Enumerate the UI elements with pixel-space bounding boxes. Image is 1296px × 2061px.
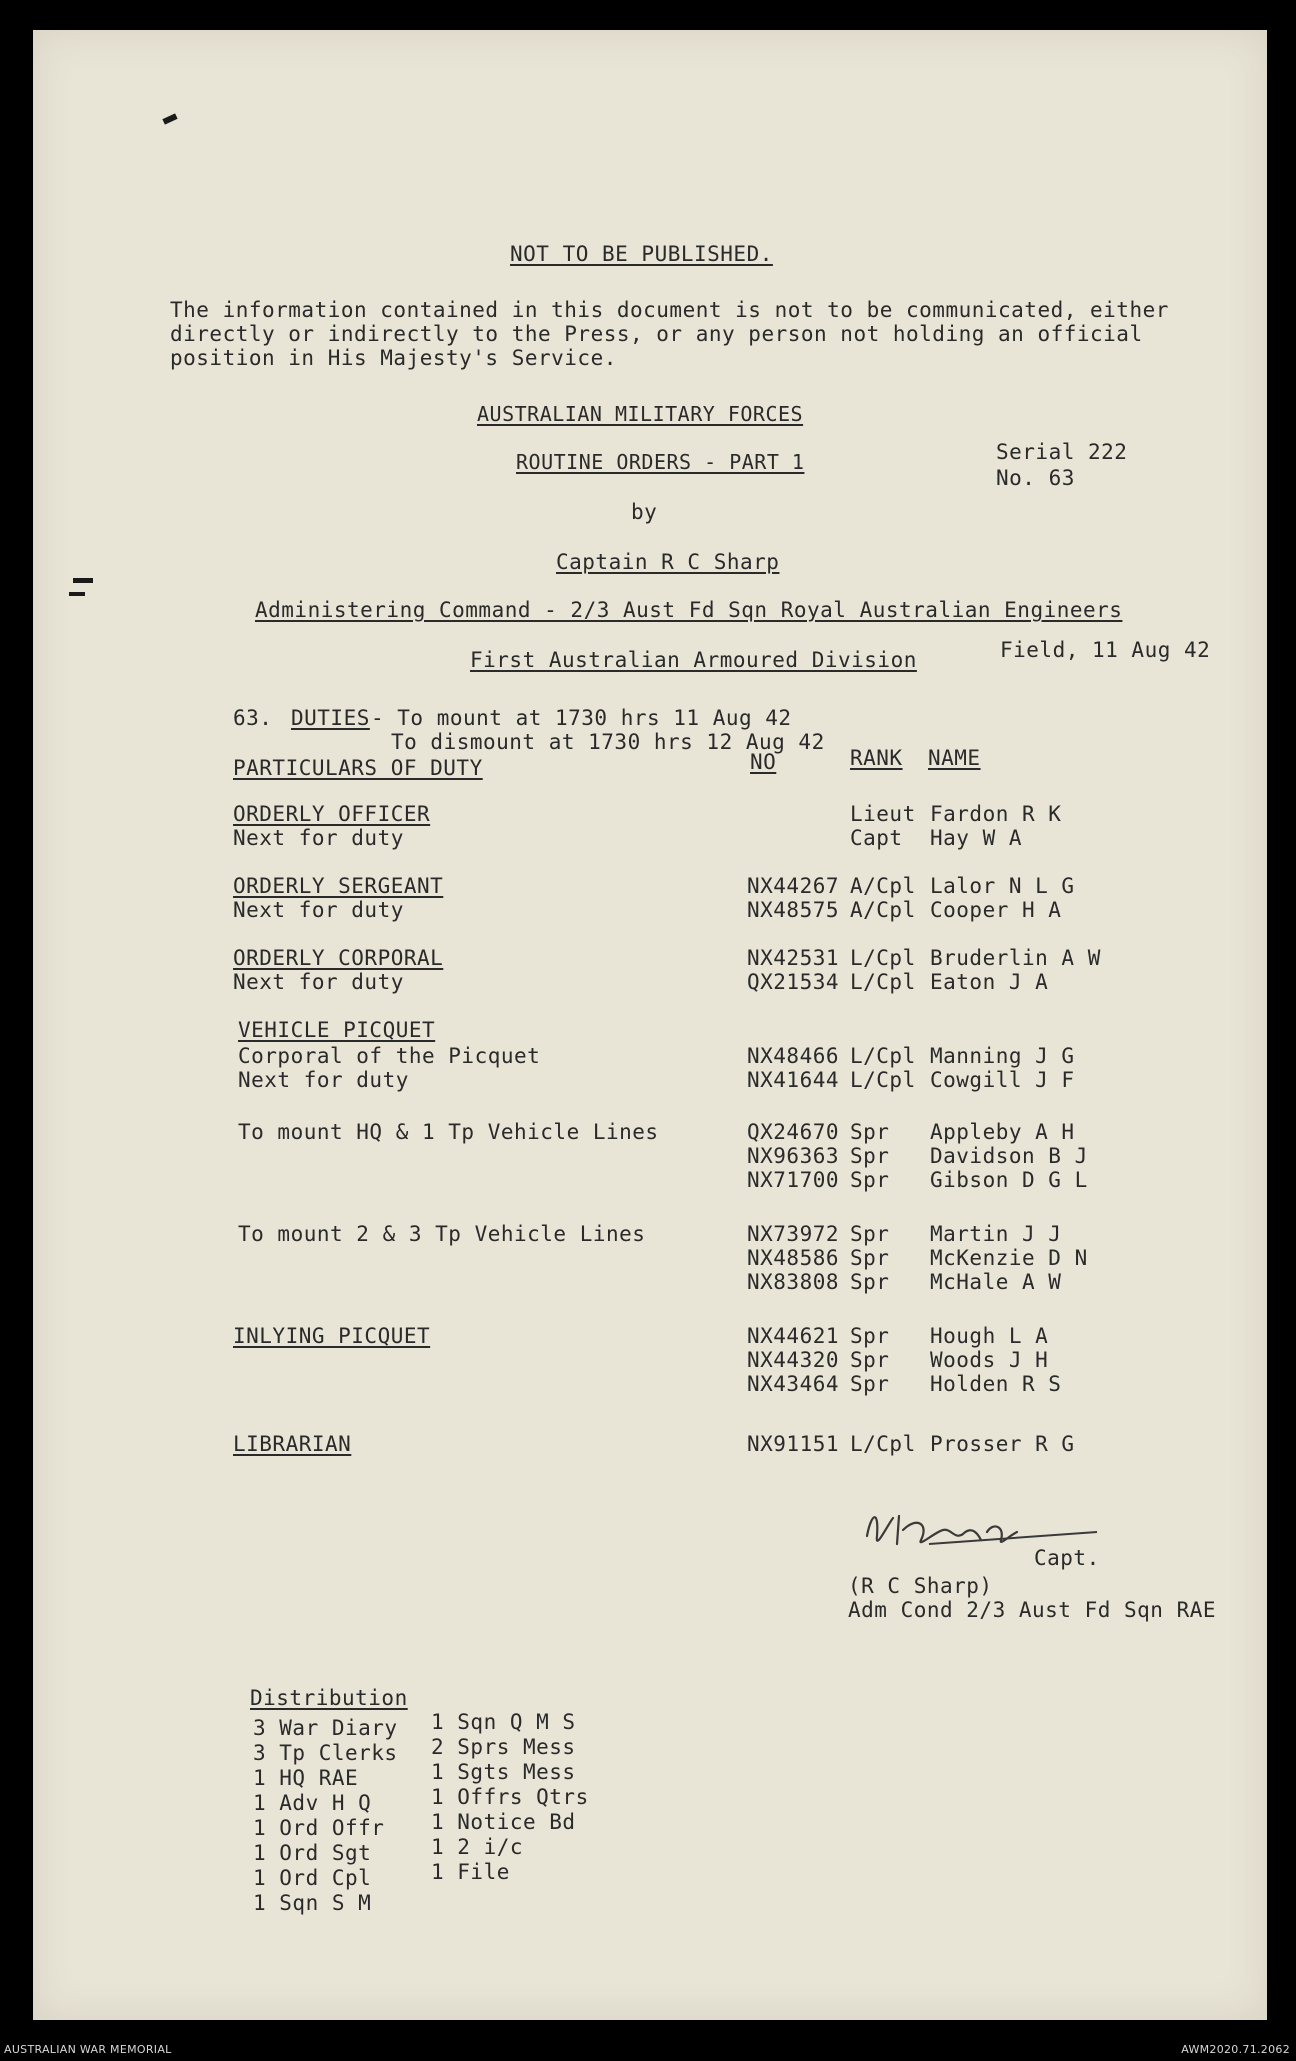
distribution-item: 1 Adv H Q [253, 1791, 372, 1815]
duty-label: VEHICLE PICQUET [238, 1018, 436, 1042]
member-name: Gibson D G L [930, 1168, 1088, 1192]
serial-number: Serial 222 [996, 440, 1128, 464]
col-rank: RANK [850, 746, 903, 770]
by-text: by [631, 500, 658, 524]
distribution-item: 2 Sprs Mess [431, 1735, 576, 1759]
col-name: NAME [928, 746, 981, 770]
distribution-item: 1 Sqn S M [253, 1891, 372, 1915]
distribution-title: Distribution [250, 1686, 408, 1710]
rank: A/Cpl [850, 874, 916, 898]
duty-label: Next for duty [233, 970, 404, 994]
force-title: AUSTRALIAN MILITARY FORCES [477, 402, 804, 426]
member-name: Davidson B J [930, 1144, 1088, 1168]
orders-title: ROUTINE ORDERS - PART 1 [516, 450, 805, 474]
duty-label: ORDERLY CORPORAL [233, 946, 444, 970]
document-page [33, 30, 1267, 2020]
member-name: Bruderlin A W [930, 946, 1101, 970]
footer-accession: AWM2020.71.2062 [1181, 2043, 1290, 2056]
member-name: Martin J J [930, 1222, 1062, 1246]
footer-institution: AUSTRALIAN WAR MEMORIAL [4, 2043, 172, 2056]
rank: A/Cpl [850, 898, 916, 922]
notice-line-2: directly or indirectly to the Press, or any person not holding an official [170, 322, 1143, 346]
member-name: Woods J H [930, 1348, 1049, 1372]
service-number: NX73972 [747, 1222, 840, 1246]
rank: Spr [850, 1120, 890, 1144]
duty-label: Next for duty [233, 898, 404, 922]
duty-label: Next for duty [233, 826, 404, 850]
member-name: Manning J G [930, 1044, 1075, 1068]
member-name: Prosser R G [930, 1432, 1075, 1456]
service-number: QX24670 [747, 1120, 840, 1144]
rank: L/Cpl [850, 1432, 916, 1456]
rank: Spr [850, 1372, 890, 1396]
col-particulars: PARTICULARS OF DUTY [233, 756, 483, 780]
member-name: Cooper H A [930, 898, 1062, 922]
duty-label: To mount 2 & 3 Tp Vehicle Lines [238, 1222, 646, 1246]
distribution-item: 1 HQ RAE [253, 1766, 359, 1790]
staple-mark [73, 578, 93, 583]
unit-name: Administering Command - 2/3 Aust Fd Sqn Royal Australian Engineers [255, 598, 1123, 622]
distribution-item: 1 File [431, 1860, 510, 1884]
service-number: NX91151 [747, 1432, 840, 1456]
duties-title: DUTIES [291, 706, 370, 730]
duty-label: Next for duty [238, 1068, 409, 1092]
service-number: NX48586 [747, 1246, 840, 1270]
rank: Spr [850, 1168, 890, 1192]
notice-line-3: position in His Majesty's Service. [170, 346, 617, 370]
notice-line-1: The information contained in this document is not to be communicated, either [170, 298, 1169, 322]
distribution-item: 1 Sgts Mess [431, 1760, 576, 1784]
place-date: Field, 11 Aug 42 [1000, 638, 1211, 662]
rank: Spr [850, 1348, 890, 1372]
rank: L/Cpl [850, 1044, 916, 1068]
distribution-item: 3 War Diary [253, 1716, 398, 1740]
distribution-item: 1 Ord Cpl [253, 1866, 372, 1890]
service-number: NX44320 [747, 1348, 840, 1372]
rank: Spr [850, 1222, 890, 1246]
service-number: NX44267 [747, 874, 840, 898]
rank: Spr [850, 1246, 890, 1270]
duty-label: Corporal of the Picquet [238, 1044, 541, 1068]
service-number: QX21534 [747, 970, 840, 994]
rank: L/Cpl [850, 946, 916, 970]
distribution-item: 1 Sqn Q M S [431, 1710, 576, 1734]
member-name: Hay W A [930, 826, 1023, 850]
rank: Spr [850, 1324, 890, 1348]
heading-not-published: NOT TO BE PUBLISHED. [510, 242, 773, 266]
member-name: McHale A W [930, 1270, 1062, 1294]
member-name: Eaton J A [930, 970, 1049, 994]
service-number: NX44621 [747, 1324, 840, 1348]
service-number: NX48575 [747, 898, 840, 922]
service-number: NX42531 [747, 946, 840, 970]
service-number: NX41644 [747, 1068, 840, 1092]
member-name: Appleby A H [930, 1120, 1075, 1144]
distribution-item: 1 Notice Bd [431, 1810, 576, 1834]
signature-appointment: Adm Cond 2/3 Aust Fd Sqn RAE [848, 1598, 1217, 1622]
service-number: NX96363 [747, 1144, 840, 1168]
rank: L/Cpl [850, 970, 916, 994]
signature-rank: Capt. [1034, 1546, 1100, 1570]
service-number: NX83808 [747, 1270, 840, 1294]
distribution-item: 1 2 i/c [431, 1835, 524, 1859]
captain-name: Captain R C Sharp [556, 550, 780, 574]
rank: Capt [850, 826, 903, 850]
rank: L/Cpl [850, 1068, 916, 1092]
clip-mark [162, 113, 177, 124]
col-no: NO [750, 750, 777, 774]
service-number: NX48466 [747, 1044, 840, 1068]
member-name: Holden R S [930, 1372, 1062, 1396]
rank: Lieut [850, 802, 916, 826]
duty-label: ORDERLY SERGEANT [233, 874, 444, 898]
member-name: Lalor N L G [930, 874, 1075, 898]
para-number: 63. [233, 706, 273, 730]
distribution-item: 1 Ord Sgt [253, 1841, 372, 1865]
signature-name: (R C Sharp) [848, 1574, 993, 1598]
staple-mark [69, 592, 85, 596]
distribution-item: 1 Offrs Qtrs [431, 1785, 589, 1809]
duty-label: LIBRARIAN [233, 1432, 352, 1456]
duty-label: INLYING PICQUET [233, 1324, 431, 1348]
mount-time: - To mount at 1730 hrs 11 Aug 42 [371, 706, 792, 730]
member-name: Fardon R K [930, 802, 1062, 826]
distribution-item: 1 Ord Offr [253, 1816, 385, 1840]
service-number: NX43464 [747, 1372, 840, 1396]
member-name: Cowgill J F [930, 1068, 1075, 1092]
dismount-time: To dismount at 1730 hrs 12 Aug 42 [391, 730, 825, 754]
rank: Spr [850, 1144, 890, 1168]
division-name: First Australian Armoured Division [470, 648, 917, 672]
service-number: NX71700 [747, 1168, 840, 1192]
order-number: No. 63 [996, 466, 1075, 490]
rank: Spr [850, 1270, 890, 1294]
member-name: McKenzie D N [930, 1246, 1088, 1270]
duty-label: To mount HQ & 1 Tp Vehicle Lines [238, 1120, 659, 1144]
distribution-item: 3 Tp Clerks [253, 1741, 398, 1765]
duty-label: ORDERLY OFFICER [233, 802, 431, 826]
member-name: Hough L A [930, 1324, 1049, 1348]
